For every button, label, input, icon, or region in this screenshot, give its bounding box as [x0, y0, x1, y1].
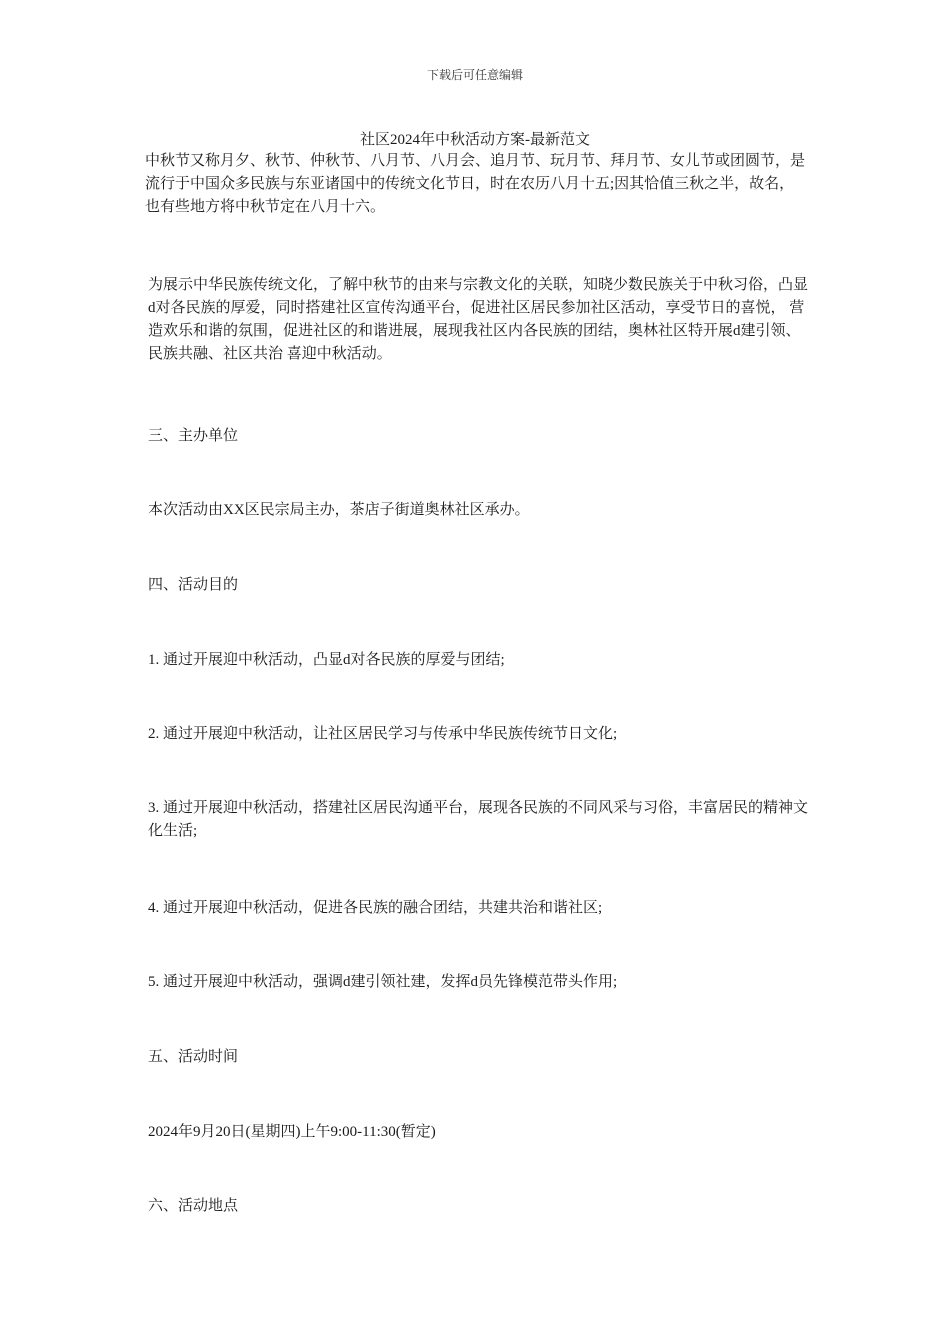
goal-item-2: 2. 通过开展迎中秋活动，让社区居民学习与传承中华民族传统节日文化; — [148, 726, 618, 742]
goal-item-3: 3. 通过开展迎中秋活动，搭建社区居民沟通平台，展现各民族的不同风采与习俗，丰富居民的精神文化生活; — [148, 800, 809, 839]
time-paragraph: 2024年9月20日(星期四)上午9:00-11:30(暂定) — [148, 1124, 436, 1140]
section-heading-goals: 四、活动目的 — [148, 577, 239, 593]
header-note: 下载后可任意编辑 — [426, 68, 523, 82]
intro-paragraph: 中秋节又称月夕、秋节、仲秋节、八月节、八月会、追月节、玩月节、拜月节、女儿节或团圆节，是流行于中国众多民族与东亚诸国中的传统文化节日，时在农历八月十五;因其恰值三秋之半，故名， 也有些地方将中秋节定在八月十六。 — [145, 153, 806, 215]
goal-item-5: 5. 通过开展迎中秋活动，强调d建引领社建，发挥d员先锋模范带头作用; — [148, 974, 618, 990]
section-heading-location: 六、活动地点 — [148, 1198, 239, 1214]
purpose-paragraph: 为展示中华民族传统文化，了解中秋节的由来与宗教文化的关联，知晓少数民族关于中秋习俗，凸显d对各民族的厚爱，同时搭建社区宣传沟通平台，促进社区居民参加社区活动，享受节日的喜悦， 营造欢乐和谐的氛围，促进社区的和谐进展，展现我社区内各民族的团结，奥林社区特开展d建引领、民族共融、社区共治 喜迎中秋活动。 — [148, 277, 809, 362]
organizer-paragraph: 本次活动由XX区民宗局主办，茶店子街道奥林社区承办。 — [148, 502, 530, 518]
section-heading-time: 五、活动时间 — [148, 1049, 239, 1065]
goal-item-1: 1. 通过开展迎中秋活动，凸显d对各民族的厚爱与团结; — [148, 652, 505, 668]
section-heading-organizer: 三、主办单位 — [148, 428, 239, 444]
document-title: 社区2024年中秋活动方案-最新范文 — [360, 132, 590, 148]
goal-item-4: 4. 通过开展迎中秋活动，促进各民族的融合团结，共建共治和谐社区; — [148, 900, 603, 916]
